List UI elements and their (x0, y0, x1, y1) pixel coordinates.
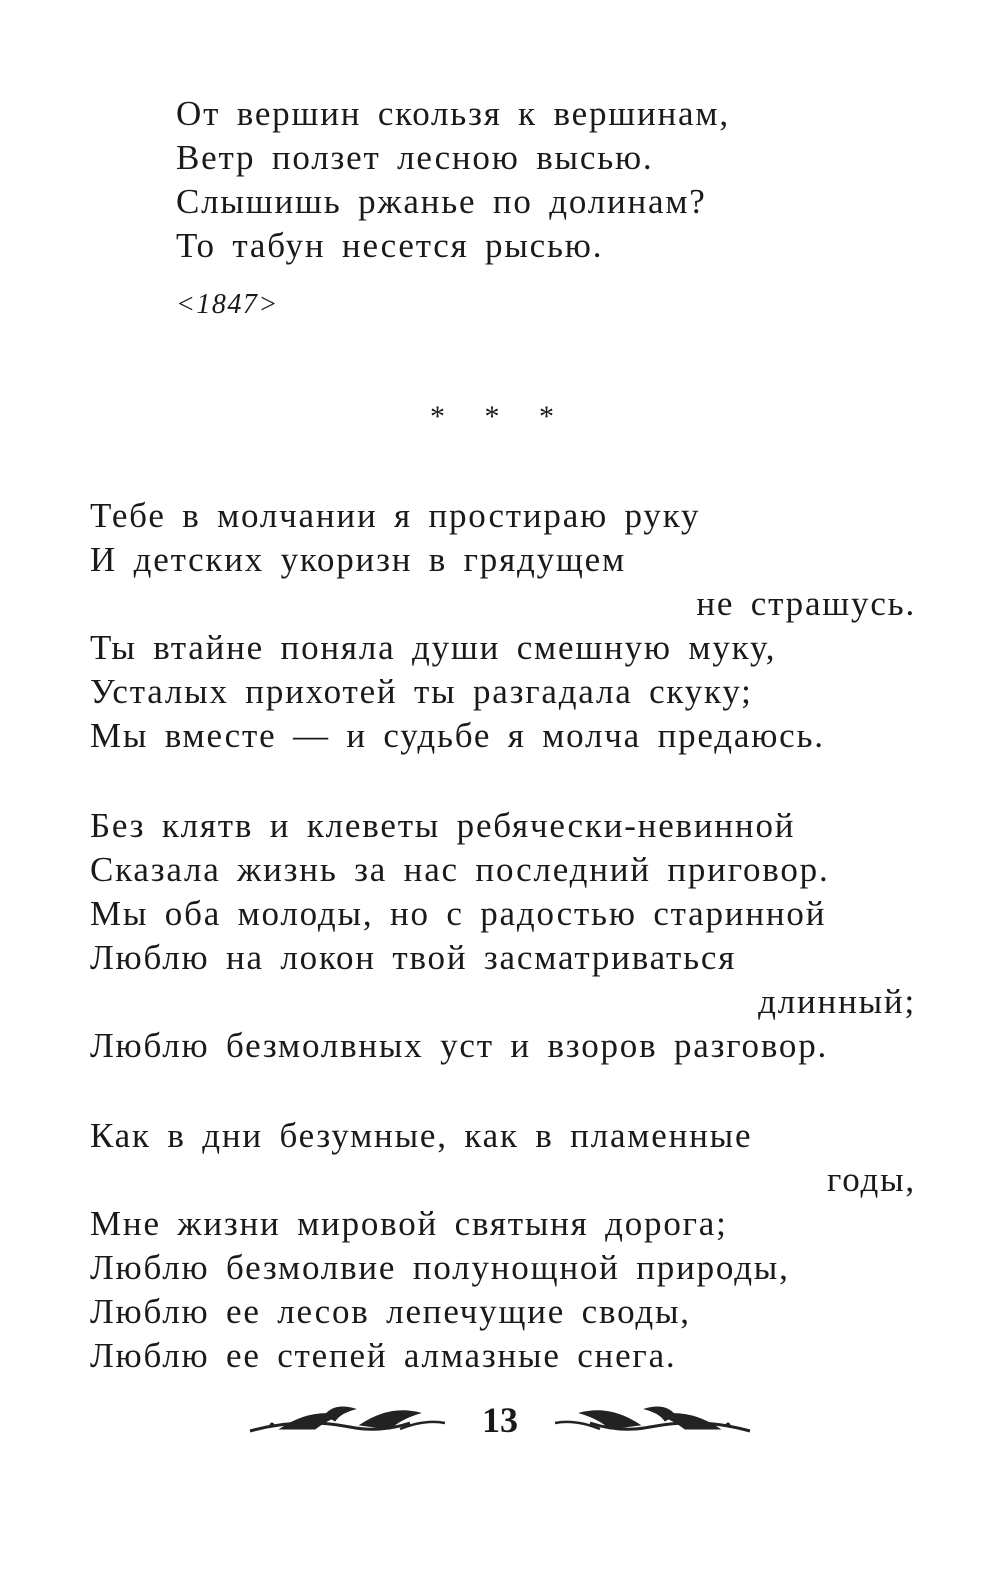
poem2-line-9: Мы оба молоды, но с радостью старинной (90, 894, 827, 933)
poem2-line-3: не страшусь. (696, 584, 916, 623)
poem2-line-2: И детских укоризн в грядущем (90, 540, 626, 579)
page-number: 13 (482, 1400, 518, 1440)
poem1-line-4: То табун несется рысью. (176, 226, 604, 265)
poem2-line-14: годы, (826, 1160, 916, 1199)
poem2-line-4: Ты втайне поняла души смешную муку, (90, 628, 777, 667)
poem2-line-10: Люблю на локон твой засматриваться (90, 938, 737, 977)
poem2-line-16: Люблю безмолвие полунощной природы, (90, 1248, 790, 1287)
poem2-line-7: Без клятв и клеветы ребячески-невинной (90, 806, 796, 845)
poem1-year: <1847> (176, 289, 279, 320)
poem1-line-1: От вершин скользя к вершинам, (176, 94, 730, 133)
poem2-line-6: Мы вместе — и судьбе я молча предаюсь. (90, 716, 825, 755)
poem2-line-13: Как в дни безумные, как в пламенные (90, 1116, 753, 1155)
poem2-line-1: Тебе в молчании я простираю руку (90, 496, 701, 535)
poem2-line-12: Люблю безмолвных уст и взоров разговор. (90, 1026, 829, 1065)
poem1-line-2: Ветр ползет лесною высью. (176, 138, 654, 177)
poem1-line-3: Слышишь ржанье по долинам? (176, 182, 707, 221)
section-separator: * * * (430, 400, 570, 433)
poem2-line-17: Люблю ее лесов лепечущие своды, (90, 1292, 691, 1331)
poem2-line-18: Люблю ее степей алмазные снега. (90, 1336, 677, 1375)
poem2-line-8: Сказала жизнь за нас последний приговор. (90, 850, 830, 889)
poem2-line-15: Мне жизни мировой святыня дорога; (90, 1204, 728, 1243)
poem2-line-11: длинный; (758, 982, 916, 1021)
poem2-line-5: Усталых прихотей ты разгадала скуку; (90, 672, 753, 711)
